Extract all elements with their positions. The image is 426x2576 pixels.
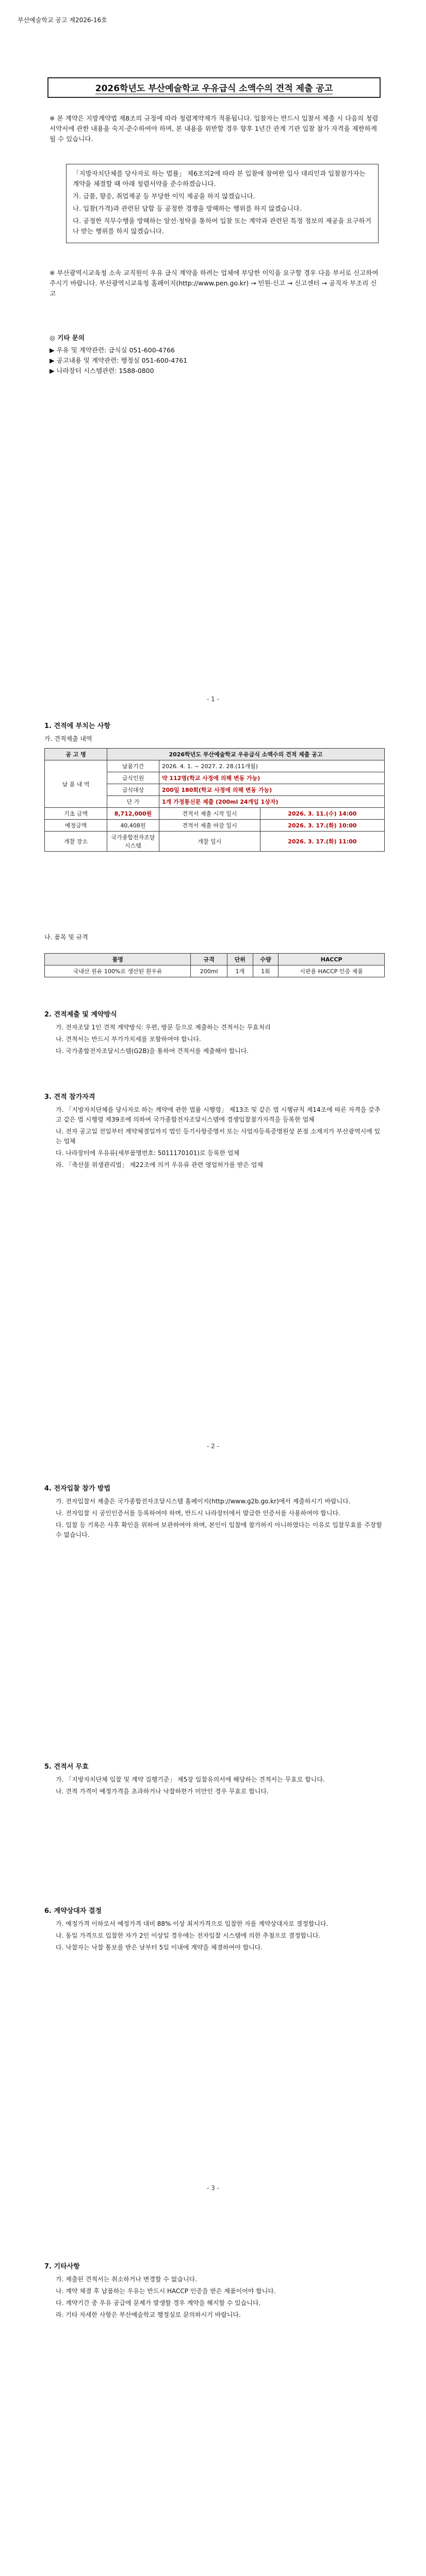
section-line: 라. 「축산물 위생관리법」 제22조에 의거 우유류 관련 영업허가를 받은 업체 <box>56 1161 263 1168</box>
table-header: 단위 <box>227 954 253 965</box>
section-line: 다. 입찰 등 기록은 사후 확인을 위하여 보관하여야 하며, 본인이 입찰에 참가하지 아니하였다는 이유로 입찰무효를 주장할 수 없습니다. <box>56 1521 382 1538</box>
page-number: - 1 - <box>207 696 219 703</box>
section-line: 가. 제출된 견적서는 취소하거나 변경할 수 없습니다. <box>56 2276 197 2283</box>
section-5 <box>44 1762 385 1799</box>
table-cell: 견적서 제출 마감 일시 <box>159 820 260 832</box>
table-header: 규격 <box>191 954 227 965</box>
section-line: 가. 예정가격 이하로서 예정가격 대비 88% 이상 최저가격으로 입찰한 자를 계약상대자로 결정합니다. <box>56 1920 329 1927</box>
table-cell: 2026. 3. 17.(화) 10:00 <box>260 820 384 832</box>
pledge-line: 나. 입찰(가격)과 관련된 담합 등 공정한 경쟁을 방해하는 행위를 하지 않겠습니다. <box>73 205 302 212</box>
table-row <box>45 760 385 772</box>
schedule-table <box>44 748 385 852</box>
section-sub: 가. 견적제출 내역 <box>44 735 92 742</box>
table-header: HACCP <box>278 954 385 965</box>
table-cell: 1회 <box>253 965 278 977</box>
table-cell: 2026. 3. 11.(수) 14:00 <box>260 808 384 820</box>
section-line: 다. 낙찰자는 낙찰 통보를 받은 날부터 5일 이내에 계약을 체결하여야 합니다. <box>56 1944 263 1951</box>
pledge-line: 「지방자치단체를 당사자로 하는 법률」 제6조의2에 따라 본 입찰에 참여한 입사 대리인과 입찰참가자는 계약을 체결할 때 아래 청렴서약을 준수하겠습니다. <box>73 170 366 188</box>
section-line: 라. 기타 자세한 사항은 부산예술학교 행정실로 문의하시기 바랍니다. <box>56 2311 241 2318</box>
table-cell: 200ml <box>191 965 227 977</box>
section-1-sub <box>44 933 385 944</box>
section-line: 나. 견적 가격이 예정가격을 초과하거나 낙찰하한가 미만인 경우 무효로 합니다. <box>56 1788 269 1795</box>
contact-title: ◎ 기타 문의 <box>50 334 85 342</box>
table-cell: 1개 가정통신문 제출 (200ml 24개입 1상자) <box>159 796 385 808</box>
section-heading: 1. 견적에 부치는 사항 <box>44 722 111 730</box>
table-row <box>45 954 385 965</box>
section-line: 가. 「지방자치단체 입찰 및 계약 집행기준」 제5장 입찰유의서에 해당하는 견적서는 무효로 합니다. <box>56 1776 325 1783</box>
contact-block <box>50 333 359 376</box>
page-number: - 3 - <box>207 2184 219 2192</box>
table-cell: 급식대상 <box>107 784 159 796</box>
section-heading: 4. 전자입찰 참가 방법 <box>44 1485 111 1493</box>
table-cell: 국내산 원유 100%로 생산된 흰우유 <box>45 965 191 977</box>
table-cell: 급식인원 <box>107 772 159 784</box>
pledge-line: 다. 공정한 직무수행을 방해하는 알선·청탁을 통하여 입찰 또는 계약과 관련된 특정 정보의 제공을 요구하거나 받는 행위를 하지 않겠습니다. <box>73 217 371 235</box>
section-line: 다. 국가종합전자조달시스템(G2B)을 통하여 견적서를 제출해야 합니다. <box>56 1047 249 1055</box>
table-cell: 2026. 3. 17.(화) 11:00 <box>260 832 384 852</box>
section-heading: 5. 견적서 무효 <box>44 1763 89 1771</box>
section-line: 나. 견적서는 반드시 부가가치세를 포함하여야 합니다. <box>56 1036 201 1043</box>
section-line: 나. 전자 공고일 전일부터 계약체결일까지 법인 등기사항증명서 또는 사업자등록증명원상 본점 소재지가 부산광역시에 있는 업체 <box>56 1128 381 1145</box>
section-line: 다. 계약기간 중 우유 공급에 문제가 발생할 경우 계약을 해지할 수 있습니다. <box>56 2299 261 2307</box>
table-cell: 예정금액 <box>45 820 107 832</box>
contact-line: ▶ 공고내용 및 계약관련: 행정실 051-600-4761 <box>50 357 188 364</box>
notice-paragraph-2: ※ 부산광역시교육청 소속 교직원이 우유 급식 계약을 하려는 업체에 부당한 이익을 요구할 경우 다음 부서로 신고하여 주시기 바랍니다. 부산광역시교육청 홈페이지(http://www.pen.go.kr) → 민원·신고 → 신고센터 → 공직자 부조리 신고 <box>50 269 379 297</box>
table-header: 2026학년도 부산예술학교 우유급식 소액수의 견적 제출 공고 <box>107 749 385 760</box>
table-cell: 국가종합전자조달시스템 <box>107 832 159 852</box>
section-4 <box>44 1484 385 1542</box>
notice-report <box>50 268 380 302</box>
section-line: 나. 동일 가격으로 입찰한 자가 2인 이상일 경우에는 전자입찰 시스템에 의한 추첨으로 결정합니다. <box>56 1932 321 1939</box>
table-cell: 200일 180회(학교 사정에 의해 변동 가능) <box>159 784 385 796</box>
section-6 <box>44 1906 385 1955</box>
section-line: 가. 전자조달 1인 견적 계약방식: 우편, 방문 등으로 제출하는 견적서는 무효처리 <box>56 1024 271 1031</box>
doc-number: 부산예술학교 공고 제2026-16호 <box>18 16 107 24</box>
section-1 <box>44 721 385 746</box>
section-line: 가. 「지방자치단체를 당사자로 하는 계약에 관한 법률 시행령」 제13조 및 같은 법 시행규칙 제14조에 따른 자격을 갖추고 같은 법 시행령 제39조에 의하여 국가종합전자조달시스템에 경쟁입찰참가자격을 등록한 업체 <box>56 1106 381 1123</box>
table-cell: 약 112명(학교 사정에 의해 변동 가능) <box>159 772 385 784</box>
table-cell: 1개 <box>227 965 253 977</box>
section-heading: 2. 견적제출 및 계약방식 <box>44 1011 117 1019</box>
section-line: 가. 전자입찰서 제출은 국가종합전자조달시스템 홈페이지(http://www.g2b.go.kr)에서 제출하시기 바랍니다. <box>56 1498 351 1505</box>
notice-paragraph-1: ※ 본 계약은 지방계약법 제8조의 규정에 따라 청렴계약제가 적용됩니다. 입찰자는 반드시 입찰서 제출 시 다음의 청렴서약서에 관한 내용을 숙지·준수하여야 하며, 본 내용을 위반할 경우 향후 1년간 관계 기관 입찰 참가 자격을 제한하게 될 수 있습니다. <box>50 114 379 143</box>
table-row <box>45 749 385 760</box>
pledge-line: 가. 금품, 향응, 취업제공 등 부당한 이익 제공을 하지 않겠습니다. <box>73 192 255 200</box>
table-row <box>45 965 385 977</box>
section-7 <box>44 2262 385 2322</box>
notice-intro <box>50 113 380 147</box>
section-3 <box>44 1092 385 1172</box>
table-row <box>45 808 385 820</box>
item-spec-table <box>44 953 385 977</box>
table-cell: 개찰 장소 <box>45 832 107 852</box>
table-cell: 시판용 HACCP 인증 제품 <box>278 965 385 977</box>
page-number: - 2 - <box>207 1443 219 1450</box>
table-cell: 개찰 일시 <box>159 832 260 852</box>
table-row <box>45 820 385 832</box>
section-line: 다. 나라장터에 우유류(세부품명번호: 5011170101)로 등록한 업체 <box>56 1149 240 1157</box>
table-header: 공 고 명 <box>45 749 107 760</box>
table-cell: 기초 금액 <box>45 808 107 820</box>
table-cell: 40,408원 <box>107 820 159 832</box>
page-title: 2026학년도 부산예술학교 우유급식 소액수의 견적 제출 공고 <box>95 81 333 94</box>
section-heading: 7. 기타사항 <box>44 2263 80 2270</box>
section-heading: 6. 계약상대자 결정 <box>44 1907 102 1915</box>
table-header: 품명 <box>45 954 191 965</box>
table-header: 수량 <box>253 954 278 965</box>
table-cell: 납 품 내 역 <box>45 760 107 808</box>
section-heading: 3. 견적 참가자격 <box>44 1093 95 1101</box>
contact-line: ▶ 우유 및 계약관련: 급식실 051-600-4766 <box>50 346 175 354</box>
integrity-pledge-box <box>66 164 379 243</box>
table-row <box>45 832 385 852</box>
title-box <box>47 77 381 98</box>
table-cell: 8,712,000원 <box>107 808 159 820</box>
section-2 <box>44 1010 385 1058</box>
table-cell: 납품기간 <box>107 760 159 772</box>
table-cell: 견적서 제출 시작 일시 <box>159 808 260 820</box>
table-cell: 2026. 4. 1. ~ 2027. 2. 28.(11개월) <box>159 760 385 772</box>
table-cell: 단 가 <box>107 796 159 808</box>
section-line: 나. 계약 체결 후 납품하는 우유는 반드시 HACCP 인증을 받은 제품이어야 합니다. <box>56 2287 276 2295</box>
section-sub: 나. 품목 및 규격 <box>44 934 88 941</box>
section-line: 나. 전자입찰 시 공인인증서를 등록하여야 하며, 반드시 나라장터에서 발급한 인증서를 사용하여야 합니다. <box>56 1510 340 1517</box>
contact-line: ▶ 나라장터 시스템관련: 1588-0800 <box>50 367 154 375</box>
